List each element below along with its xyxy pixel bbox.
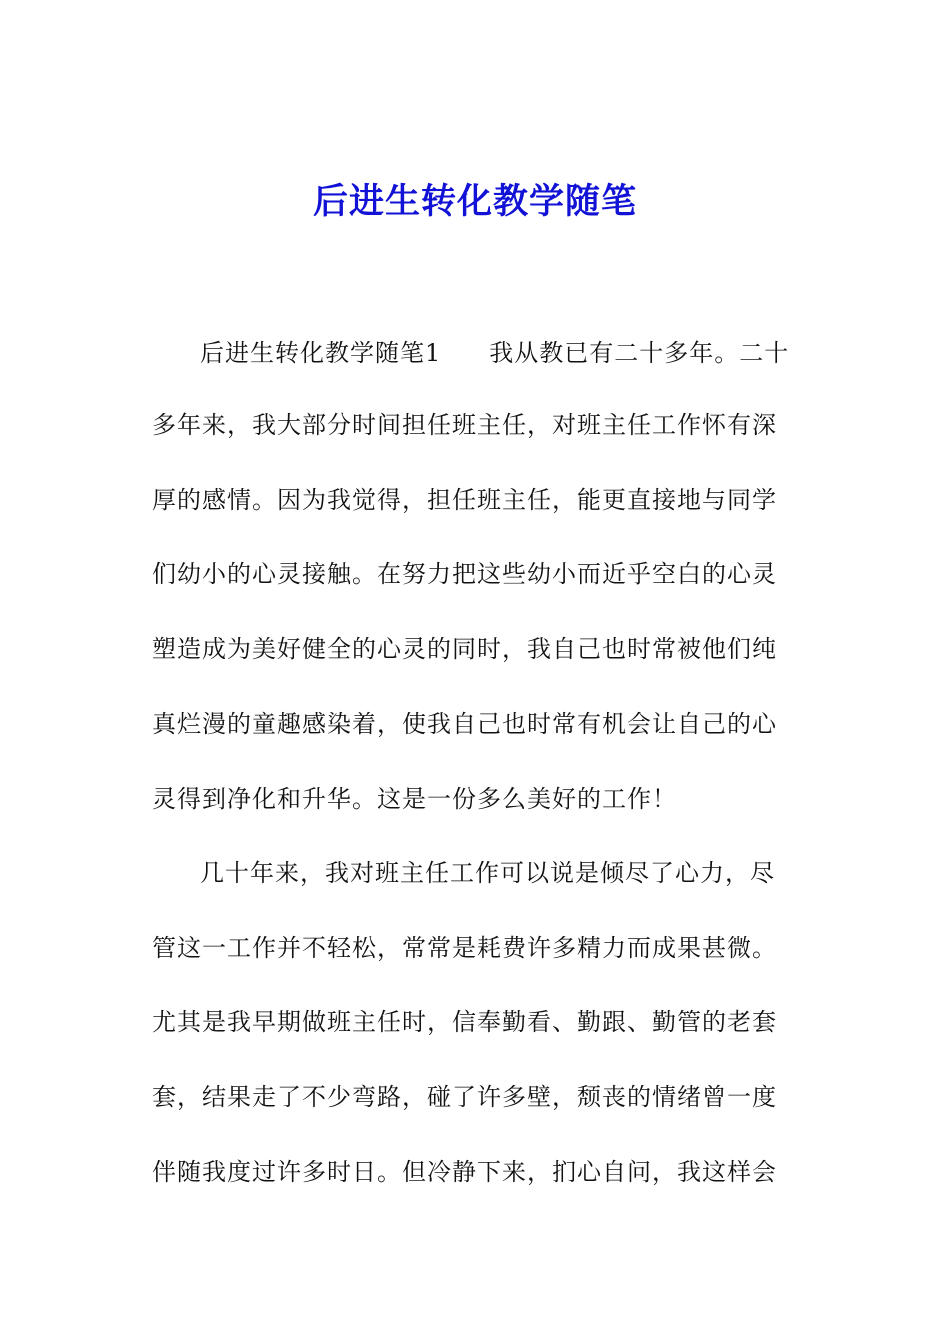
- paragraph-line: 灵得到净化和升华。这是一份多么美好的工作！: [152, 785, 677, 813]
- paragraph-line: [200, 336, 789, 370]
- paragraph-line: 多年来，我大部分时间担任班主任，对班主任工作怀有深: [152, 411, 777, 439]
- paragraph-line: 们幼小的心灵接触。在努力把这些幼小而近乎空白的心灵: [152, 560, 777, 588]
- document-title: 后进生转化教学随笔: [312, 181, 637, 222]
- paragraph-line: 真烂漫的童趣感染着，使我自己也时常有机会让自己的心: [152, 710, 777, 738]
- paragraph-line: 塑造成为美好健全的心灵的同时，我自己也时常被他们纯: [152, 635, 777, 663]
- paragraph-line: 套，结果走了不少弯路，碰了许多壁，颓丧的情绪曾一度: [152, 1083, 777, 1111]
- paragraph-line: 伴随我度过许多时日。但冷静下来，扪心自问，我这样会: [152, 1158, 777, 1186]
- paragraph-text: 我从教已有二十多年。二十: [489, 339, 790, 367]
- paragraph-line: 尤其是我早期做班主任时，信奉勤看、勤跟、勤管的老套: [152, 1008, 777, 1036]
- paragraph-line: 几十年来，我对班主任工作可以说是倾尽了心力，尽: [200, 859, 775, 887]
- section-heading-label: 后进生转化教学随笔1: [200, 339, 442, 367]
- paragraph-line: 管这一工作并不轻松，常常是耗费许多精力而成果甚微。: [152, 934, 777, 962]
- paragraph-line: 厚的感情。因为我觉得，担任班主任，能更直接地与同学: [152, 486, 777, 514]
